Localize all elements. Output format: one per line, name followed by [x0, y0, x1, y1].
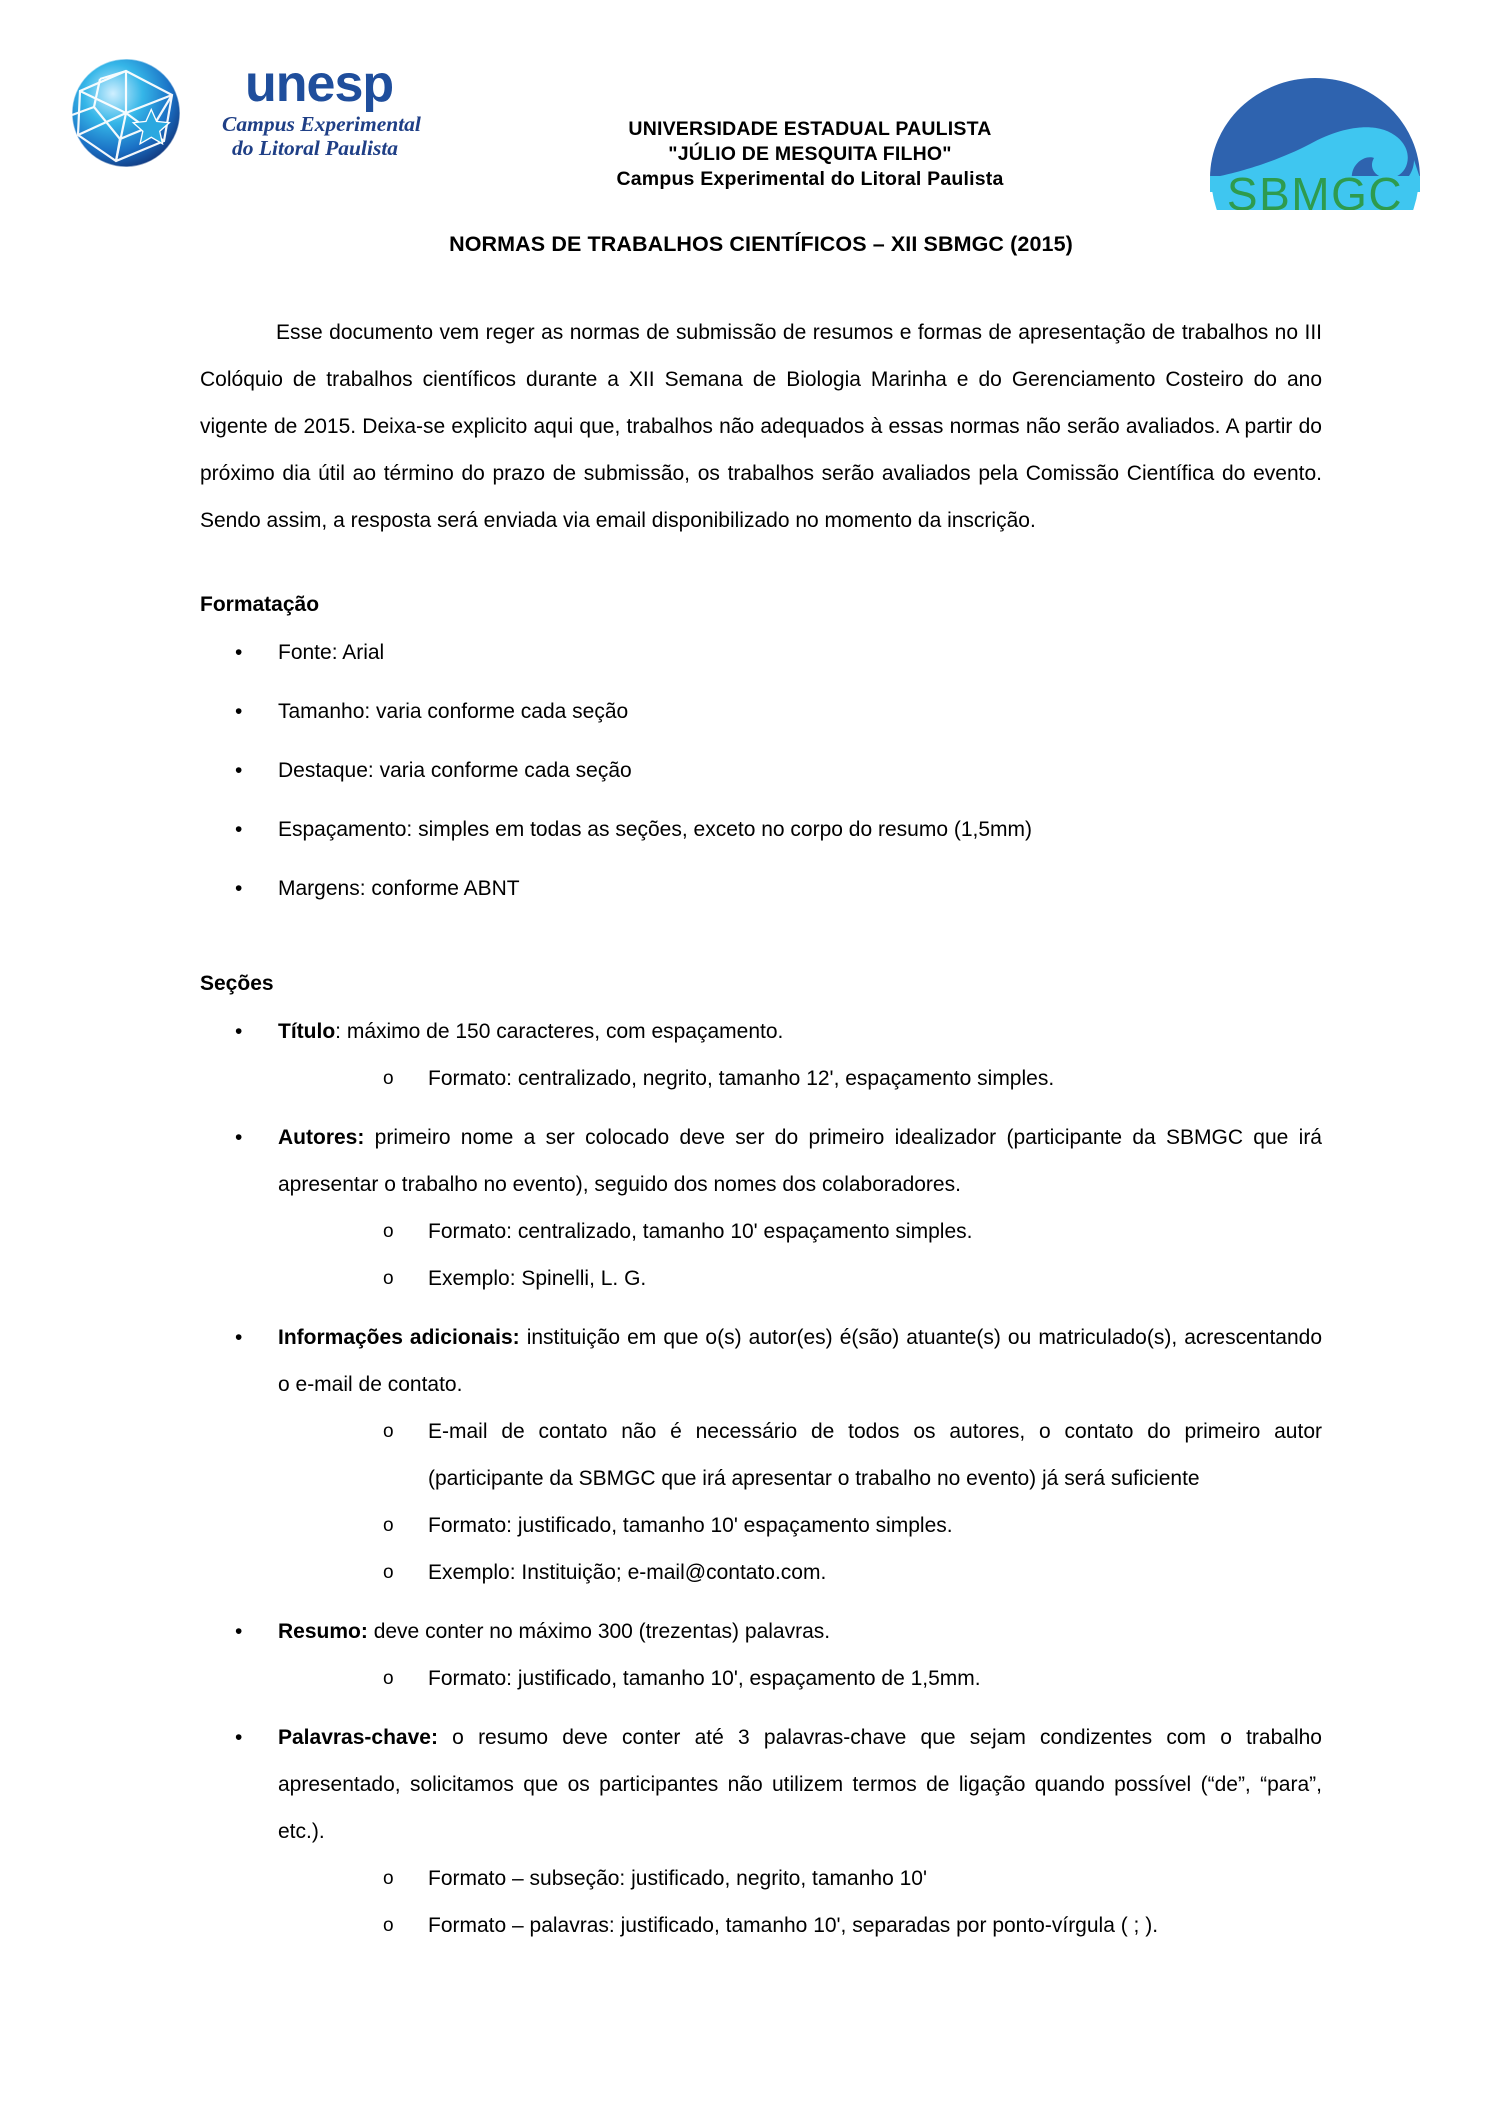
list-item-text: instituição em que o(s) autor(es) é(são) atuante(s) ou matriculado(s), acrescentando o e-mail de contato. [278, 1326, 1322, 1396]
bullet-icon: • [235, 700, 243, 723]
bullet-icon: • [235, 641, 243, 664]
sublist [278, 1655, 1322, 1702]
list-item-text: máximo de 150 caracteres, com espaçamento. [346, 1020, 784, 1043]
unesp-logo [60, 55, 430, 175]
sbmgc-wordmark: SBMGC [1226, 168, 1404, 210]
list-item-label: Palavras-chave: [278, 1726, 438, 1749]
sublist [278, 1055, 1322, 1102]
list-item-label: Resumo: [278, 1620, 368, 1643]
sublist-item [278, 1902, 1322, 1949]
sub-bullet-icon: o [383, 1268, 394, 1289]
list-item-label: Informações adicionais: [278, 1326, 520, 1349]
list-item-autores [200, 1114, 1322, 1302]
list-item [200, 806, 1322, 853]
sublist-item-text: Formato: justificado, tamanho 10', espaçamento de 1,5mm. [428, 1667, 981, 1690]
sublist-item [278, 1408, 1322, 1502]
list-item-text: o resumo deve conter até 3 palavras-chave que sejam condizentes com o trabalho apresentado, solicitamos que os participantes não utilizem termos de ligação quando possível (“de”, “para”, etc.). [278, 1726, 1322, 1843]
sublist-item-text: Formato: centralizado, tamanho 10' espaçamento simples. [428, 1220, 973, 1243]
institution-line-1: UNIVERSIDADE ESTADUAL PAULISTA [628, 118, 992, 140]
list-item-text: Destaque: varia conforme cada seção [278, 759, 632, 782]
sublist [278, 1855, 1322, 1949]
list-item-text: Espaçamento: simples em todas as seções, exceto no corpo do resumo (1,5mm) [278, 818, 1033, 841]
sub-bullet-icon: o [383, 1068, 394, 1089]
bullet-icon: • [235, 877, 243, 900]
sublist-item-text: Exemplo: Instituição; e-mail@contato.com. [428, 1561, 827, 1584]
institution-line-3: Campus Experimental do Litoral Paulista [616, 168, 1004, 190]
unesp-tagline-line2: do Litoral Paulista [232, 136, 399, 160]
list-item [200, 629, 1322, 676]
list-item-separator: : [335, 1020, 347, 1043]
sub-bullet-icon: o [383, 1915, 394, 1936]
unesp-logo-graphic [60, 55, 430, 175]
bullet-icon: • [235, 1726, 243, 1749]
bullet-icon: • [235, 1620, 243, 1643]
institution-title-block [430, 55, 1190, 192]
sublist-item-text: Formato: justificado, tamanho 10' espaçamento simples. [428, 1514, 953, 1537]
sublist-item-text: Formato – subseção: justificado, negrito, tamanho 10' [428, 1867, 927, 1890]
sublist-item-text: Formato – palavras: justificado, tamanho 10', separadas por ponto-vírgula ( ; ). [428, 1914, 1159, 1937]
list-item-informacoes-adicionais [200, 1314, 1322, 1596]
secoes-list [200, 1008, 1322, 1949]
document-body [0, 232, 1500, 1949]
sub-bullet-icon: o [383, 1562, 394, 1583]
unesp-tagline-line1: Campus Experimental [222, 112, 421, 136]
sublist-item [278, 1255, 1322, 1302]
bullet-icon: • [235, 818, 243, 841]
bullet-icon: • [235, 1326, 243, 1349]
institution-line-2: "JÚLIO DE MESQUITA FILHO" [668, 143, 952, 165]
page-title: NORMAS DE TRABALHOS CIENTÍFICOS – XII SBMGC (2015) [449, 232, 1073, 256]
list-item-titulo [200, 1008, 1322, 1102]
list-item-palavras-chave [200, 1714, 1322, 1949]
sublist [278, 1208, 1322, 1302]
list-item-text: Fonte: Arial [278, 641, 385, 664]
sublist [278, 1408, 1322, 1596]
sublist-item-text: Exemplo: Spinelli, L. G. [428, 1267, 647, 1290]
sublist-item [278, 1549, 1322, 1596]
list-item-text: Tamanho: varia conforme cada seção [278, 700, 629, 723]
sbmgc-logo [1190, 55, 1440, 210]
sublist-item [278, 1655, 1322, 1702]
section-heading-secoes: Seções [200, 972, 274, 995]
list-item-text: Margens: conforme ABNT [278, 877, 520, 900]
list-item-label: Autores: [278, 1126, 365, 1149]
list-item-text: deve conter no máximo 300 (trezentas) palavras. [373, 1620, 831, 1643]
list-item-separator [520, 1326, 527, 1349]
sub-bullet-icon: o [383, 1868, 394, 1889]
list-item [200, 688, 1322, 735]
list-item-text: primeiro nome a ser colocado deve ser do primeiro idealizador (participante da SBMGC que irá apresentar o trabalho no evento), seguido dos nomes dos colaboradores. [278, 1126, 1322, 1196]
sub-bullet-icon: o [383, 1515, 394, 1536]
unesp-wordmark: unesp [245, 55, 394, 113]
list-item-label: Título [278, 1020, 336, 1043]
document-header [0, 0, 1500, 210]
sub-bullet-icon: o [383, 1221, 394, 1242]
bullet-icon: • [235, 1126, 243, 1149]
list-item-separator [364, 1126, 374, 1149]
sub-bullet-icon: o [383, 1421, 394, 1442]
sublist-item [278, 1502, 1322, 1549]
section-heading-formatacao: Formatação [200, 593, 320, 616]
bullet-icon: • [235, 759, 243, 782]
sublist-item-text: Formato: centralizado, negrito, tamanho 12', espaçamento simples. [428, 1067, 1055, 1090]
list-item [200, 747, 1322, 794]
sublist-item [278, 1208, 1322, 1255]
list-item-resumo [200, 1608, 1322, 1702]
bullet-icon: • [235, 1020, 243, 1043]
sbmgc-logo-graphic [1200, 60, 1430, 210]
sublist-item-text: E-mail de contato não é necessário de todos os autores, o contato do primeiro autor (participante da SBMGC que irá apresentar o trabalho no evento) já será suficiente [428, 1420, 1322, 1490]
list-item-separator [438, 1726, 452, 1749]
intro-paragraph: Esse documento vem reger as normas de submissão de resumos e formas de apresentação de trabalhos no III Colóquio de trabalhos científicos durante a XII Semana de Biologia Marinha e do Gerenciamento Costeiro do ano vigente de 2015. Deixa-se explicito aqui que, trabalhos não adequados à essas normas não serão avaliados. A partir do próximo dia útil ao término do prazo de submissão, os trabalhos serão avaliados pela Comissão Científica do evento. Sendo assim, a resposta será enviada via email disponibilizado no momento da inscrição. [200, 321, 1322, 532]
list-item [200, 865, 1322, 912]
sublist-item [278, 1855, 1322, 1902]
sub-bullet-icon: o [383, 1668, 394, 1689]
formatacao-list [200, 629, 1322, 912]
sublist-item [278, 1055, 1322, 1102]
